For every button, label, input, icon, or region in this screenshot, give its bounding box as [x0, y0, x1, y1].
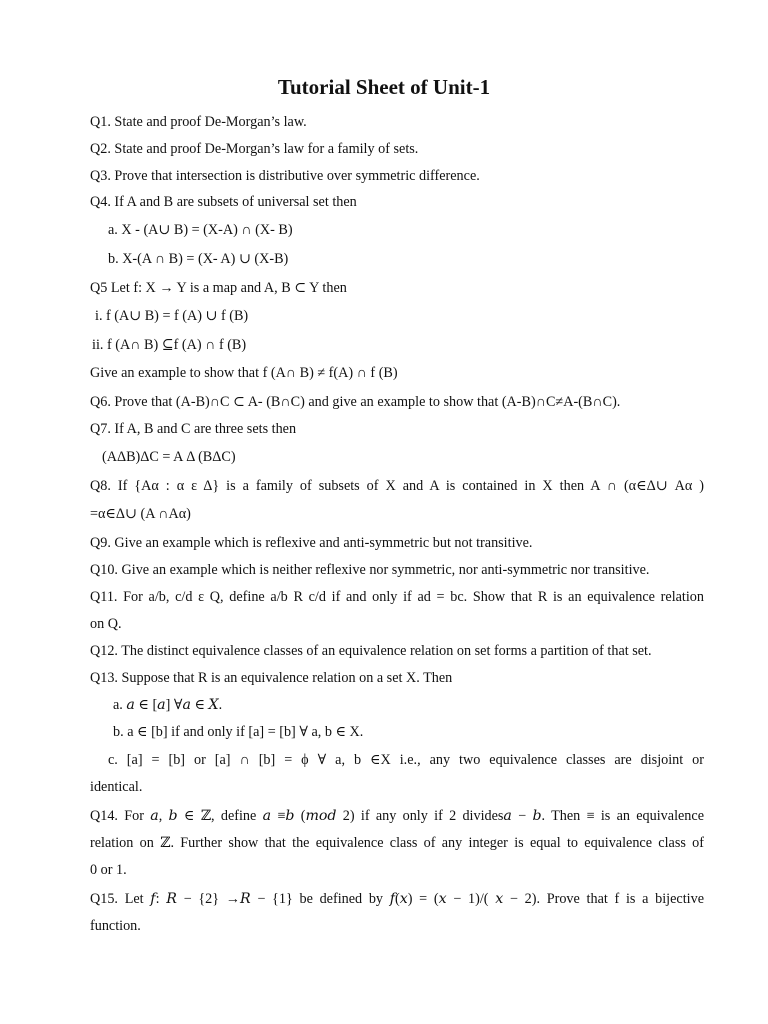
question-5-example: Give an example to show that f (A∩ B) ≠ f(A) ∩ f (B) [90, 365, 398, 381]
question-12: Q12. The distinct equivalence classes of an equivalence relation on set forms a partition of that set. [90, 643, 652, 659]
question-5-part-ii: ii. f (A∩ B) ⊆f (A) ∩ f (B) [92, 337, 247, 353]
question-13-part-c: c. [a] = [b] or [a] ∩ [b] = ϕ ∀ a, b ∈X i.e., any two equivalence classes are disjoint or [108, 752, 704, 768]
question-1: Q1. State and proof De-Morgan’s law. [90, 114, 307, 130]
question-6: Q6. Prove that (A-B)∩C ⊂ A- (B∩C) and give an example to show that (A-B)∩C≠A-(B∩C). [90, 394, 621, 410]
question-15-continued: function. [90, 918, 141, 934]
page-title: Tutorial Sheet of Unit-1 [277, 75, 491, 99]
question-11: Q11. For a/b, c/d ε Q, define a/b R c/d if and only if ad = bc. Show that R is an equivalence relation [90, 589, 704, 605]
question-5: Q5 Let f: X → Y is a map and A, B ⊂ Y then [90, 280, 347, 296]
question-7: Q7. If A, B and C are three sets then [90, 421, 297, 437]
question-2: Q2. State and proof De-Morgan’s law for a family of sets. [90, 141, 419, 157]
question-14-end: 0 or 1. [90, 862, 127, 878]
question-13-part-a: a. 𝑎 ∈ [𝑎] ∀𝑎 ∈ 𝑋. [113, 697, 223, 713]
question-8-continued: =α∈Δ∪ (A ∩Aα) [90, 506, 191, 522]
question-15: Q15. Let 𝑓: 𝑅 − {2} →𝑅 − {1} be defined by 𝑓(𝑥) = (𝑥 − 1)/( 𝑥 − 2). Prove that f is a bijective [90, 891, 704, 907]
question-3: Q3. Prove that intersection is distributive over symmetric difference. [90, 168, 480, 184]
question-13-part-c-continued: identical. [90, 779, 143, 795]
question-14: Q14. For 𝑎, 𝑏 ∈ ℤ, define 𝑎 ≡𝑏 (𝑚𝑜𝑑 2) if any only if 2 divides𝑎 − 𝑏. Then ≡ is an equivalence [90, 808, 704, 824]
question-13-part-b: b. a ∈ [b] if and only if [a] = [b] ∀ a, b ∈ X. [113, 724, 364, 740]
question-10: Q10. Give an example which is neither reflexive nor symmetric, nor anti-symmetric nor transitive. [90, 562, 650, 578]
question-4: Q4. If A and B are subsets of universal set then [90, 194, 357, 210]
question-8: Q8. If {Aα : α ε Δ} is a family of subsets of X and A is contained in X then A ∩ (α∈Δ∪ Aα ) [90, 478, 704, 494]
question-14-continued: relation on ℤ. Further show that the equivalence class of any integer is equal to equivalence class of [90, 835, 704, 851]
question-13: Q13. Suppose that R is an equivalence relation on a set X. Then [90, 670, 453, 686]
question-11-continued: on Q. [90, 616, 122, 632]
question-4-part-a: a. X - (A∪ B) = (X-A) ∩ (X- B) [108, 222, 293, 238]
question-7-statement: (AΔB)ΔC = A Δ (BΔC) [102, 449, 236, 465]
question-4-part-b: b. X-(A ∩ B) = (X- A) ∪ (X-B) [108, 251, 289, 267]
question-9: Q9. Give an example which is reflexive and anti-symmetric but not transitive. [90, 535, 533, 551]
question-5-part-i: i. f (A∪ B) = f (A) ∪ f (B) [95, 308, 249, 324]
